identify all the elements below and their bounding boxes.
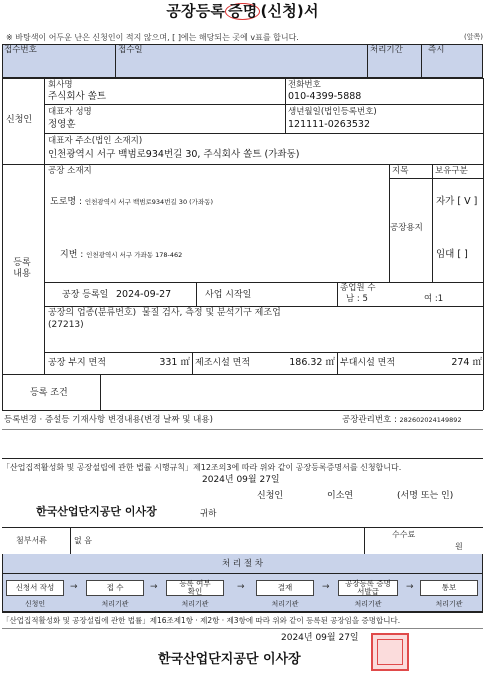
- apply-date: 2024년 09월 27일: [202, 475, 280, 485]
- note-text: ※ 바탕색이 어두운 난은 신청인이 적지 않으며, [ ]에는 해당되는 곳에 v표를 합니다.: [6, 33, 299, 42]
- receipt-date-label: 접수일: [118, 45, 143, 55]
- land-label: 지목: [392, 166, 409, 176]
- fee-label: 수수료: [392, 530, 416, 539]
- front-label: (앞쪽): [464, 33, 483, 41]
- procedure-step-1: 신청서 작성: [6, 580, 64, 596]
- mfg-area-value: 186.32 ㎡: [289, 357, 335, 368]
- recipient-suffix: 귀하: [200, 509, 217, 519]
- phone-label: 전화번호: [288, 80, 321, 90]
- applicant-sign-label: 신청인: [257, 491, 284, 501]
- recipient: 한국산업단지공단 이사장: [36, 505, 157, 518]
- procedure-title: 처 리 절 차: [222, 559, 263, 569]
- lease-checkbox[interactable]: 임대 [ ]: [436, 249, 468, 260]
- procedure-step-2: 접 수: [86, 580, 144, 596]
- period-value: 즉시: [428, 45, 445, 55]
- mgmt-no: 공장관리번호 : 282602024149892: [342, 415, 462, 425]
- employee-label: 종업원 수: [340, 283, 376, 293]
- birth-label: 생년월일(법인등록번호): [288, 107, 377, 117]
- procedure-step-4: 결재: [256, 580, 314, 596]
- title-circled: 증명: [225, 3, 260, 20]
- mfg-area-label: 제조시설 면적: [195, 358, 251, 368]
- applicant-sign-name[interactable]: 이소연: [327, 491, 354, 501]
- receipt-no-label: 접수번호: [4, 45, 37, 55]
- fee-unit: 원: [455, 542, 463, 551]
- reg-date-value: 2024-09-27: [116, 289, 172, 300]
- procedure-step-6: 통보: [420, 580, 478, 596]
- ownership-label: 보유구분: [435, 166, 468, 176]
- arrow-icon: →: [406, 582, 414, 592]
- procedure-step-3: 등록 여부 확인: [166, 580, 224, 596]
- reg-date-label: 공장 등록일: [62, 290, 109, 300]
- company-label: 회사명: [48, 80, 73, 90]
- own-checkbox[interactable]: 자가 [ V ]: [436, 196, 478, 207]
- rep-label: 대표자 성명: [48, 107, 92, 117]
- form-note: [6, 32, 483, 43]
- issuer: 한국산업단지공단 이사장: [158, 652, 301, 667]
- procedure-who-6: 처리기관: [435, 600, 463, 608]
- procedure-who-1: 신청인: [24, 600, 46, 608]
- road-address: 도로명 : 인천광역시 서구 백범로934번길 30 (가좌동): [50, 197, 214, 207]
- industry-code: (27213): [48, 320, 84, 330]
- industry: 공장의 업종(분류번호) 물질 검사, 측정 및 분석기구 제조업: [48, 308, 281, 318]
- changes-label: 등록변경 · 증설등 기재사항 변경내용(변경 날짜 및 내용): [4, 415, 213, 425]
- arrow-icon: →: [150, 582, 158, 592]
- procedure-who-4: 처리기관: [271, 600, 299, 608]
- title-suffix: (신청)서: [260, 2, 319, 20]
- address-label: 대표자 주소(법인 소재지): [48, 136, 143, 146]
- attach-value: 없 음: [74, 536, 92, 545]
- lot-address: 지번 : 인천광역시 서구 가좌동 178-462: [60, 250, 183, 260]
- attach-label: 첨부서류: [16, 536, 47, 545]
- employee-female: 여 :1: [424, 294, 444, 304]
- page-title: [0, 0, 485, 21]
- phone-value: 010-4399-5888: [288, 91, 362, 102]
- factory-site-label: 공장용지: [390, 223, 423, 233]
- arrow-icon: →: [237, 582, 245, 592]
- rep-value: 정영훈: [48, 119, 76, 130]
- registration-section-label: 등록 내용: [13, 258, 31, 279]
- birth-value: 121111-0263532: [288, 119, 371, 130]
- certify-date: 2024년 09월 27일: [281, 633, 359, 643]
- applicant-section-label: 신청인: [6, 115, 33, 125]
- arrow-icon: →: [70, 582, 78, 592]
- employee-male: 남 : 5: [346, 294, 368, 304]
- site-area-value: 331 ㎡: [159, 357, 190, 368]
- arrow-icon: →: [322, 582, 330, 592]
- sign-hint: (서명 또는 인): [397, 491, 454, 501]
- certify-text: 「산업집적활성화 및 공장설립에 관한 법률」제16조제1항 · 제2항 · 제3항에 따라 위와 같이 등록된 공장임을 증명합니다.: [2, 616, 401, 625]
- procedure-who-2: 처리기관: [101, 600, 129, 608]
- procedure-who-5: 처리기관: [354, 600, 382, 608]
- procedure-who-3: 처리기관: [181, 600, 209, 608]
- title-prefix: 공장등록: [166, 2, 226, 20]
- start-date-label: 사업 시작일: [205, 290, 252, 300]
- period-label: 처리기간: [370, 45, 403, 55]
- conditions-label: 등록 조건: [30, 388, 68, 398]
- site-area-label: 공장 부지 면적: [48, 358, 106, 368]
- aux-area-label: 부대시설 면적: [340, 358, 396, 368]
- address-value: 인천광역시 서구 백범로934번길 30, 주식회사 쏠트 (가좌동): [48, 149, 300, 160]
- location-label: 공장 소재지: [48, 166, 92, 176]
- header-row: [2, 44, 483, 78]
- aux-area-value: 274 ㎡: [451, 357, 482, 368]
- declaration-text: 「산업집적활성화 및 공장설립에 관한 법률 시행규칙」제12조의3에 따라 위와 같이 공장등록증명서를 신청합니다.: [2, 463, 402, 472]
- official-seal-icon: [371, 633, 409, 671]
- company-value: 주식회사 쏠트: [48, 91, 107, 102]
- procedure-step-5: 공장등록 증명서발급: [338, 580, 398, 596]
